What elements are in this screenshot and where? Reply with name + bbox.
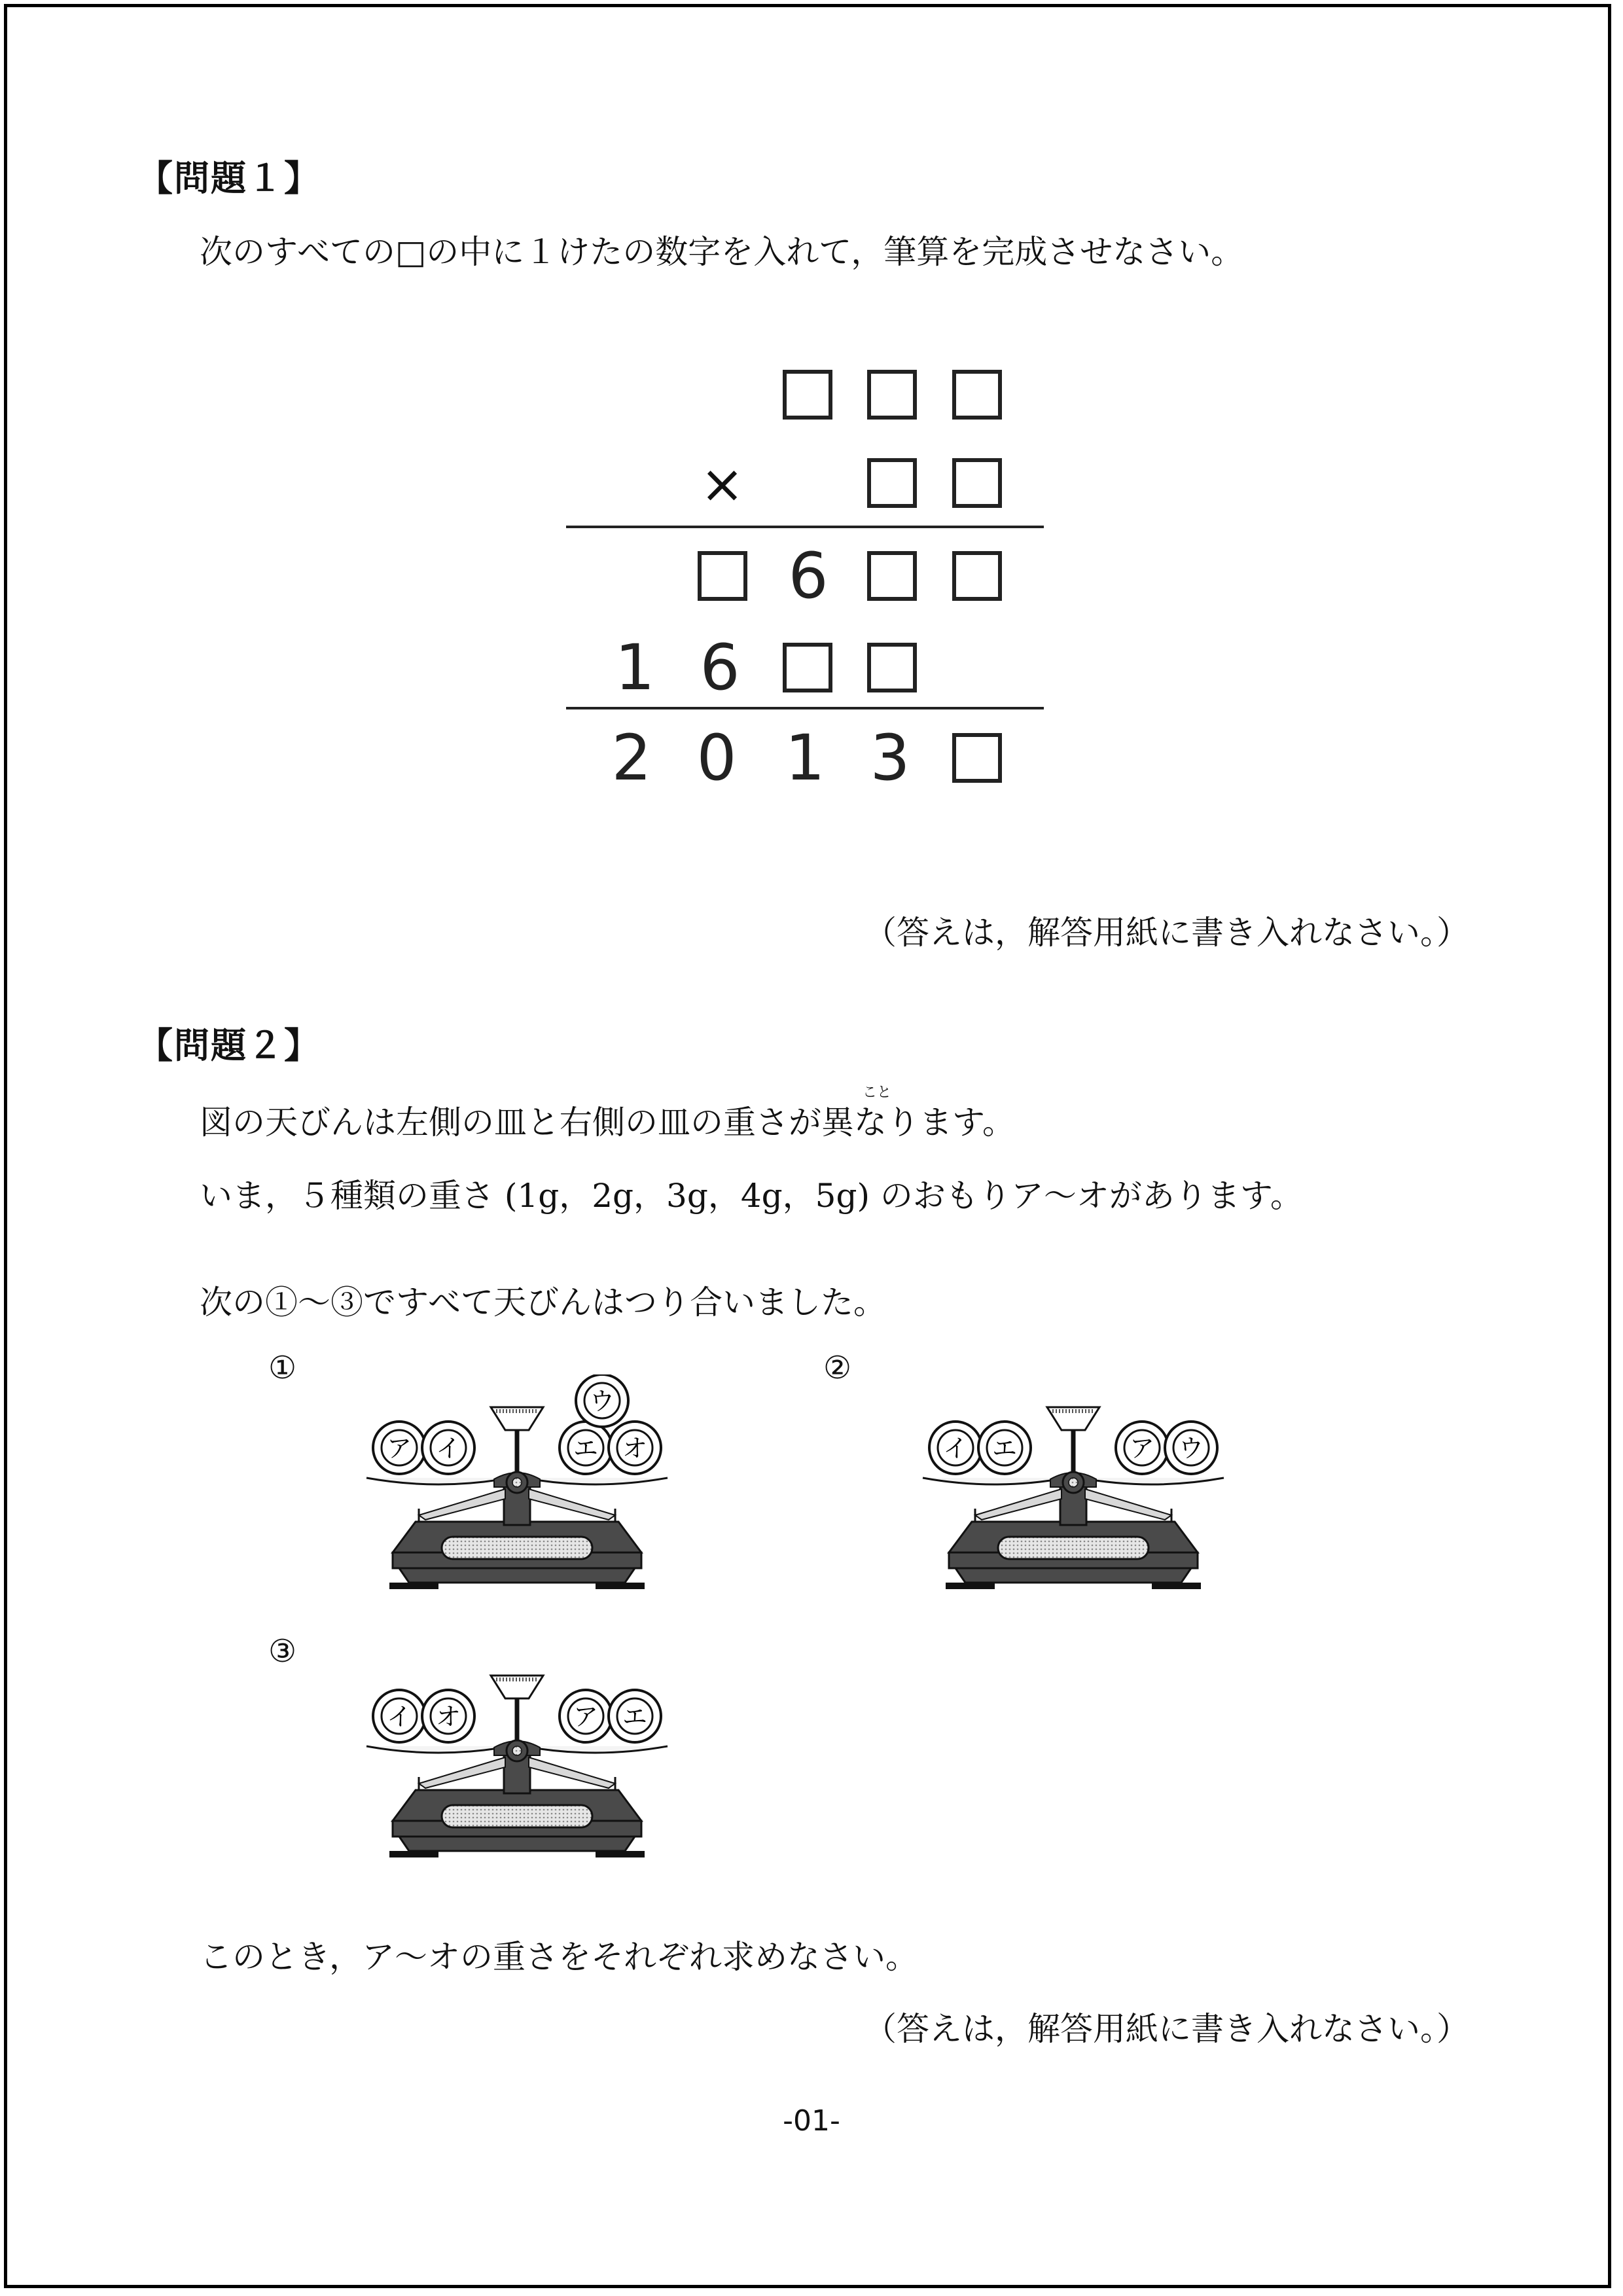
weight [373, 1422, 425, 1474]
blank-box[interactable] [783, 370, 832, 420]
weight-label: エ [991, 1434, 1018, 1463]
q1-instruction: 次のすべての□の中に１けたの数字を入れて，筆算を完成させなさい。 [200, 233, 1244, 271]
rule-line [566, 707, 1044, 709]
blank-box[interactable] [783, 643, 832, 692]
digit: 0 [696, 721, 737, 795]
weight-label: ウ [1178, 1434, 1204, 1463]
digit: 1 [615, 631, 655, 704]
balance-scale-1 [353, 1374, 681, 1623]
weight [1116, 1422, 1168, 1474]
digit: 1 [785, 721, 825, 795]
weight-label: イ [942, 1434, 969, 1463]
q2-answer-note: （答えは，解答用紙に書き入れなさい。） [864, 2010, 1469, 2048]
blank-box[interactable] [952, 458, 1002, 508]
blank-box[interactable] [867, 551, 917, 601]
ruby-reading: こと [863, 1085, 892, 1101]
weight-label: オ [622, 1434, 648, 1463]
digit: 6 [788, 539, 829, 613]
weight [422, 1422, 474, 1474]
blank-box[interactable] [952, 551, 1002, 601]
weight [373, 1690, 425, 1742]
weight-label: イ [435, 1434, 461, 1463]
q2-line3: 次の①～③ですべて天びんはつり合いました。 [200, 1283, 886, 1321]
blank-box[interactable] [952, 733, 1002, 783]
weight-label: オ [435, 1702, 461, 1731]
weight [929, 1422, 982, 1474]
digit: 6 [700, 631, 740, 704]
page-number: -01- [783, 2104, 840, 2138]
weight [560, 1422, 612, 1474]
scale-label: ② [823, 1350, 852, 1386]
blank-box[interactable] [867, 458, 917, 508]
blank-box[interactable] [952, 370, 1002, 420]
digit: 3 [870, 721, 910, 795]
q2-question: このとき，ア～オの重さをそれぞれ求めなさい。 [200, 1938, 918, 1976]
weight [560, 1690, 612, 1742]
weight-label: ウ [589, 1387, 615, 1416]
q2-heading: 【問題２】 [137, 1025, 321, 1066]
weight [1165, 1422, 1217, 1474]
blank-box[interactable] [867, 370, 917, 420]
blank-box[interactable] [867, 643, 917, 692]
weight [609, 1422, 661, 1474]
weight-label: ア [573, 1702, 599, 1731]
weight-label: ア [386, 1434, 412, 1463]
times-sign: × [700, 454, 745, 514]
weight [576, 1374, 628, 1427]
scale-label: ① [268, 1350, 297, 1386]
weight-label: イ [386, 1702, 412, 1731]
rule-line [566, 526, 1044, 528]
weight-label: エ [622, 1702, 648, 1731]
scale-label: ③ [268, 1633, 297, 1670]
weight [422, 1690, 474, 1742]
q2-line1: 図の天びんは左側の皿と右側の皿の重さが異なります。 [200, 1103, 1015, 1141]
weight [609, 1690, 661, 1742]
weight [978, 1422, 1031, 1474]
blank-box[interactable] [698, 551, 747, 601]
q2-line2: いま，５種類の重さ (1g，2g，3g，4g，5g) のおもりア～オがあります。 [200, 1177, 1303, 1215]
q1-heading: 【問題１】 [137, 158, 321, 199]
q1-answer-note: （答えは，解答用紙に書き入れなさい。） [864, 914, 1469, 952]
weight-label: ア [1129, 1434, 1155, 1463]
balance-scale-2 [910, 1401, 1237, 1623]
balance-scale-3 [353, 1669, 681, 1892]
digit: 2 [611, 721, 652, 795]
weight-label: エ [573, 1434, 599, 1463]
